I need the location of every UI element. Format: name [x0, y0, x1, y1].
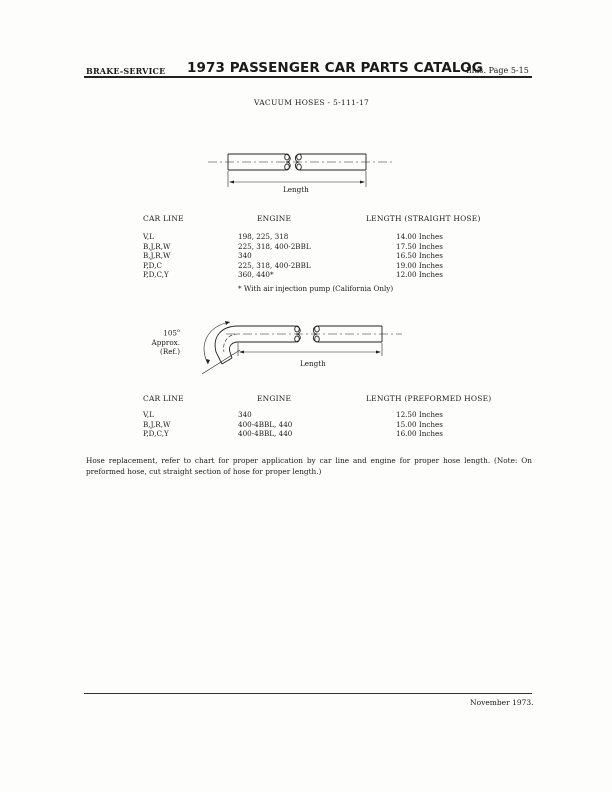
t2-engine: 340 — [238, 410, 252, 419]
footer-date: November 1973. — [470, 698, 534, 707]
t2-car-line: B,J,R,W — [143, 419, 171, 429]
header-rule — [84, 76, 532, 78]
t1-car-line: P,D,C — [143, 260, 162, 270]
t1-length: 16.50 Inches — [396, 251, 443, 260]
catalog-title: 1973 PASSENGER CAR PARTS CATALOG — [187, 60, 483, 76]
t2-col-car-line: CAR LINE — [143, 394, 184, 403]
page-subtitle: VACUUM HOSES - 5-111-17 — [254, 98, 370, 107]
t2-length: 15.00 Inches — [396, 419, 443, 429]
angle-value: 105 — [163, 328, 177, 338]
t1-engine: 225, 318, 400-2BBL — [238, 241, 311, 251]
air-injection-note: * With air injection pump (California Only) — [238, 284, 394, 293]
t1-length: 19.00 Inches — [396, 260, 443, 270]
footer-rule — [84, 693, 532, 694]
t2-engine: 400-4BBL, 440 — [238, 429, 293, 438]
angle-ref: (Ref.) — [160, 347, 180, 357]
t1-car-line: B,J,R,W — [143, 251, 171, 260]
t1-col-engine: ENGINE — [257, 214, 292, 223]
straight-length-label: Length — [283, 185, 309, 194]
t2-car-line: P,D,C,Y — [143, 429, 169, 438]
t2-car-line: V,L — [143, 410, 154, 419]
t2-length: 12.50 Inches — [396, 410, 443, 419]
angle-unit: o — [176, 328, 180, 334]
preformed-hose-diagram — [196, 312, 408, 378]
t1-engine: 340 — [238, 251, 252, 260]
page-reference: Illus. Page 5-15 — [466, 66, 529, 75]
t1-engine: 225, 318, 400-2BBL — [238, 260, 311, 270]
t1-col-car-line: CAR LINE — [143, 214, 184, 223]
t1-length: 12.00 Inches — [396, 270, 443, 279]
t1-col-length: LENGTH (STRAIGHT HOSE) — [366, 214, 481, 223]
angle-approx: Approx. — [151, 337, 180, 347]
section-label: BRAKE-SERVICE — [86, 66, 166, 76]
t2-col-length: LENGTH (PREFORMED HOSE) — [366, 394, 492, 403]
t1-engine: 198, 225, 318 — [238, 232, 289, 241]
hose-replacement-instructions: Hose replacement, refer to chart for proper application by car line and engine for proper hose length. (Note: On preformed hose, cut straight section of hose for proper length.) — [86, 456, 532, 476]
t1-car-line: P,D,C,Y — [143, 270, 169, 279]
t1-car-line: V,L — [143, 232, 154, 241]
preformed-length-label: Length — [300, 359, 326, 368]
t2-length: 16.00 Inches — [396, 429, 443, 438]
t1-engine: 360, 440* — [238, 270, 274, 279]
t1-length: 17.50 Inches — [396, 241, 443, 251]
t1-length: 14.00 Inches — [396, 232, 443, 241]
t2-col-engine: ENGINE — [257, 394, 292, 403]
angle-label — [140, 327, 180, 357]
t2-engine: 400-4BBL, 440 — [238, 419, 293, 429]
t1-car-line: B,J,R,W — [143, 241, 171, 251]
